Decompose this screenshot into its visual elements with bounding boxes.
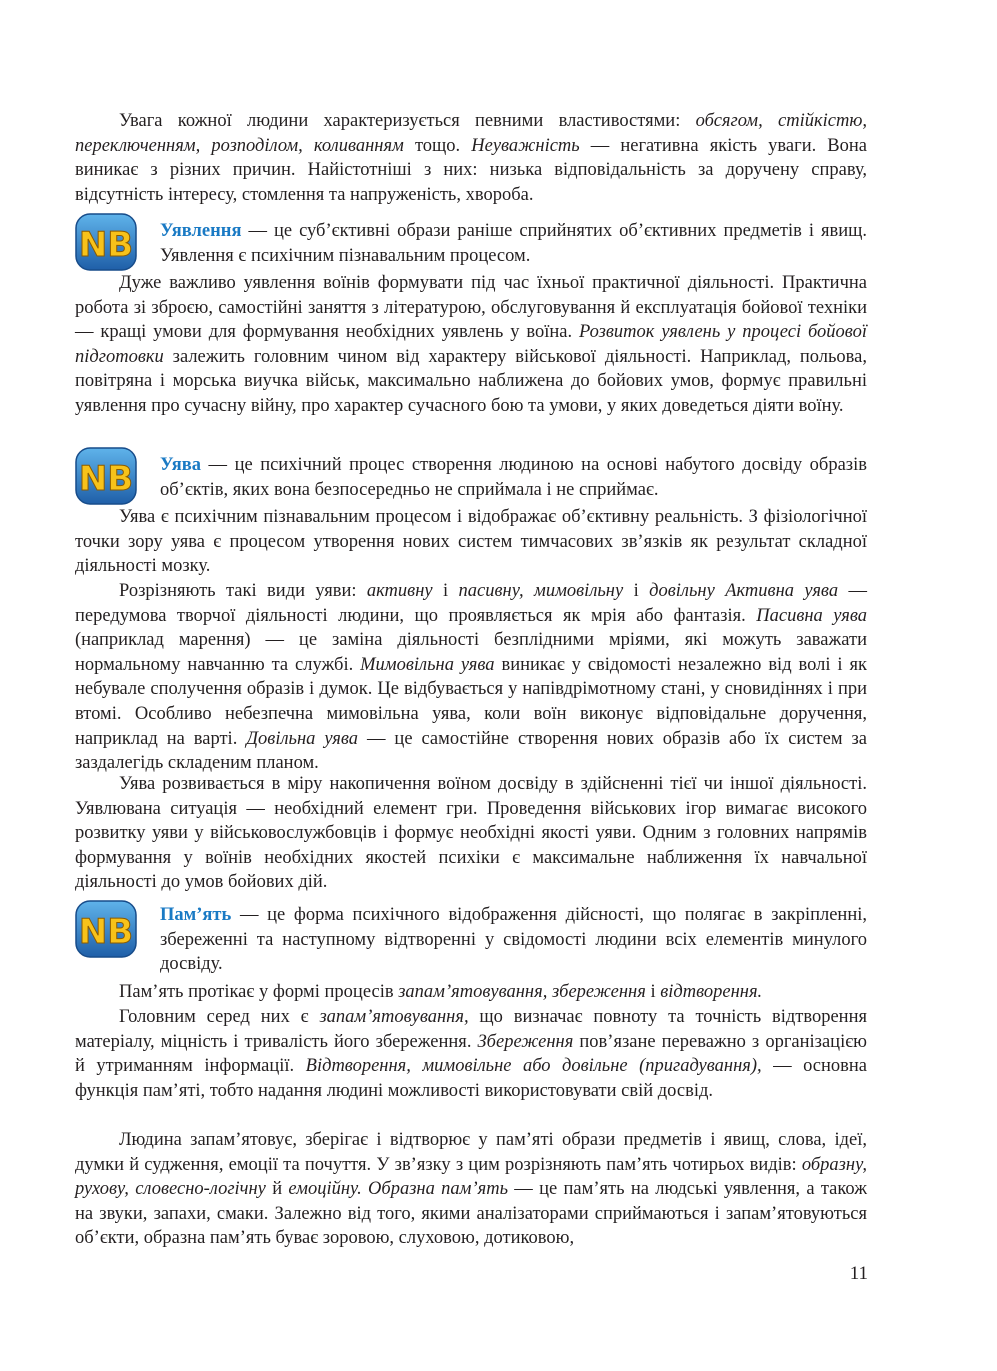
- text: — це пам’ять на людські уявлення, а також на звуки, запахи, смаки. Залежно від того, якими аналізаторами сприймаються і запам’ятовуються об’єкти, образна пам’ять буває зоровою, слуховою, дотиковою,: [75, 1179, 868, 1249]
- emphasis: запам’ятовування, збереження: [398, 982, 646, 1002]
- definition-memory: [160, 903, 867, 977]
- text: — це суб’єктивні образи раніше сприйнятих об’єктивних предметів і явищ. Уявлення є психічним пізнавальним процесом.: [160, 221, 867, 266]
- paragraph-attention: [75, 109, 867, 207]
- text: Уява є психічним пізнавальним процесом і відображає об’єктивну реальність. З фізіологічної точки зору уява є процесом утворення нових систем тимчасових зв’язків як результат складної діяльності мозку.: [75, 507, 867, 577]
- text: — це психічний процес створення людиною на основі набутого досвіду образів об’єктів, яких вона безпосередньо не сприймала і не сприймає.: [160, 455, 867, 500]
- emphasis: обсягом, стійкістю, переключенням, розподілом, коливанням: [75, 111, 867, 156]
- paragraph-imagination-process: [75, 505, 867, 579]
- text: і: [432, 581, 459, 601]
- nota-bene-icon: [74, 899, 138, 959]
- paragraph-imagination-types: [75, 579, 867, 776]
- emphasis: Неуважність: [471, 135, 580, 156]
- emphasis: Пасивна уява: [756, 605, 867, 626]
- text: — передумова творчої діяльності людини, що проявляється як мрія або фантазія.: [75, 581, 867, 626]
- emphasis: активну: [366, 581, 433, 601]
- page-number: 11: [849, 1263, 868, 1284]
- nota-bene-icon: [74, 212, 138, 272]
- text: (наприклад марення) — це заміна діяльності безплідними мріями, які можуть заважати нормальному навчанню та службі.: [75, 630, 867, 675]
- emphasis: довільну Активна уява: [649, 581, 839, 601]
- nota-bene-icon: [74, 446, 138, 506]
- text: тощо.: [403, 135, 472, 156]
- text: Розрізняють такі види уяви:: [119, 581, 367, 601]
- paragraph-representation: [75, 271, 867, 419]
- emphasis: Мимовільна уява: [360, 654, 495, 675]
- term: Уява: [160, 455, 202, 475]
- term: Пам’ять: [160, 905, 232, 925]
- emphasis: запам’ятовування,: [319, 1007, 469, 1027]
- paragraph-memorization: [75, 1005, 867, 1103]
- text: пов’язане переважно з організацією й утриманням інформації.: [75, 1031, 867, 1077]
- text: — це форма психічного відображення дійсності, що полягає в закріпленні, збереженні та наступному відтворенні у свідомості людини всіх елементів минулого досвіду.: [160, 905, 867, 975]
- emphasis: емоційну. Образна пам’ять: [288, 1179, 508, 1200]
- text: Уява розвивається в міру накопичення воїном досвіду в здійсненні тієї чи іншої діяльності. Уявлювана ситуація — необхідний елемент гри. Проведення військових ігор вимагає високого розвитку уяви у військовослужбовців і формує необхідні якості уяви. Одним з головних напрямів формування у воїнів необхідних якостей психіки є максимальне наближення їх навчальної діяльності до умов бойових дій.: [75, 774, 867, 893]
- text: — основна функція пам’яті, тобто надання людині можливості використовувати свій досвід.: [75, 1056, 868, 1101]
- svg-text:NB: NB: [78, 225, 134, 265]
- text: Пам’ять протікає у формі процесів: [119, 982, 399, 1002]
- text: і: [623, 581, 650, 601]
- text: Головним серед них є: [119, 1007, 320, 1027]
- text: Увага кожної людини характеризується певними властивостями:: [119, 111, 696, 131]
- paragraph-imagination-development: [75, 772, 867, 895]
- text: і: [645, 982, 661, 1002]
- emphasis: пасивну, мимовільну: [458, 581, 624, 601]
- text: Дуже важливо уявлення воїнів формувати під час їхньої практичної діяльності. Практична робота зі зброєю, самостійні заняття з літературою, обслуговування й експлуатація бойової техніки — кращі умови для формування необхідних уявлень у воїна.: [75, 273, 867, 343]
- emphasis: Розвиток уявлень у процесі бойової підготовки: [75, 322, 867, 367]
- text: — це самостійне створення нових образів або їх систем за заздалегідь складеним планом.: [75, 728, 867, 774]
- svg-text:NB: NB: [78, 459, 134, 499]
- text: й: [265, 1179, 289, 1200]
- text: що визначає повноту та точність відтворення матеріалу, міцність і тривалість його збереження.: [75, 1007, 867, 1052]
- text: виникає у свідомості незалежно від волі і як небувале сполучення образів і думок. Це відбувається у напівдрімотному стані, у сновидіннях і при втомі. Особливо небезпечна мимовільна уява, коли воїн виконує відповідальне доручення, наприклад на варті.: [75, 654, 867, 749]
- emphasis: Довільна уява: [246, 728, 359, 749]
- emphasis: образну, рухову, словесно-логічну: [75, 1154, 867, 1200]
- term: Уявлення: [160, 221, 242, 241]
- paragraph-memory-processes: [75, 980, 867, 1005]
- emphasis: Збереження: [477, 1031, 574, 1052]
- emphasis: Відтворення, мимовільне або довільне (пригадування),: [305, 1056, 762, 1077]
- emphasis: відтворення.: [660, 982, 763, 1002]
- text: Людина запам’ятовує, зберігає і відтворює у пам’яті образи предметів і явищ, слова, ідеї, думки й судження, емоції та почуття. У зв’язку з цим розрізняють пам’ять чотирьох видів:: [75, 1130, 867, 1175]
- text: залежить головним чином від характеру військової діяльності. Наприклад, польова, повітряна і морська виучка військ, максимально наближена до бойових умов, формує правильні уявлення про сучасну війну, про характер сучасного бою та умови, у яких доведеться діяти воїну.: [75, 346, 867, 416]
- definition-representation: [160, 219, 867, 268]
- definition-imagination: [160, 453, 867, 502]
- text: — негативна якість уваги. Вона виникає з різних причин. Найістотніші з них: низька відповідальність за доручену справу, відсутність інтересу, стомлення та напруженість, хвороба.: [75, 135, 867, 205]
- paragraph-memory-types: [75, 1128, 867, 1251]
- svg-text:NB: NB: [78, 912, 134, 952]
